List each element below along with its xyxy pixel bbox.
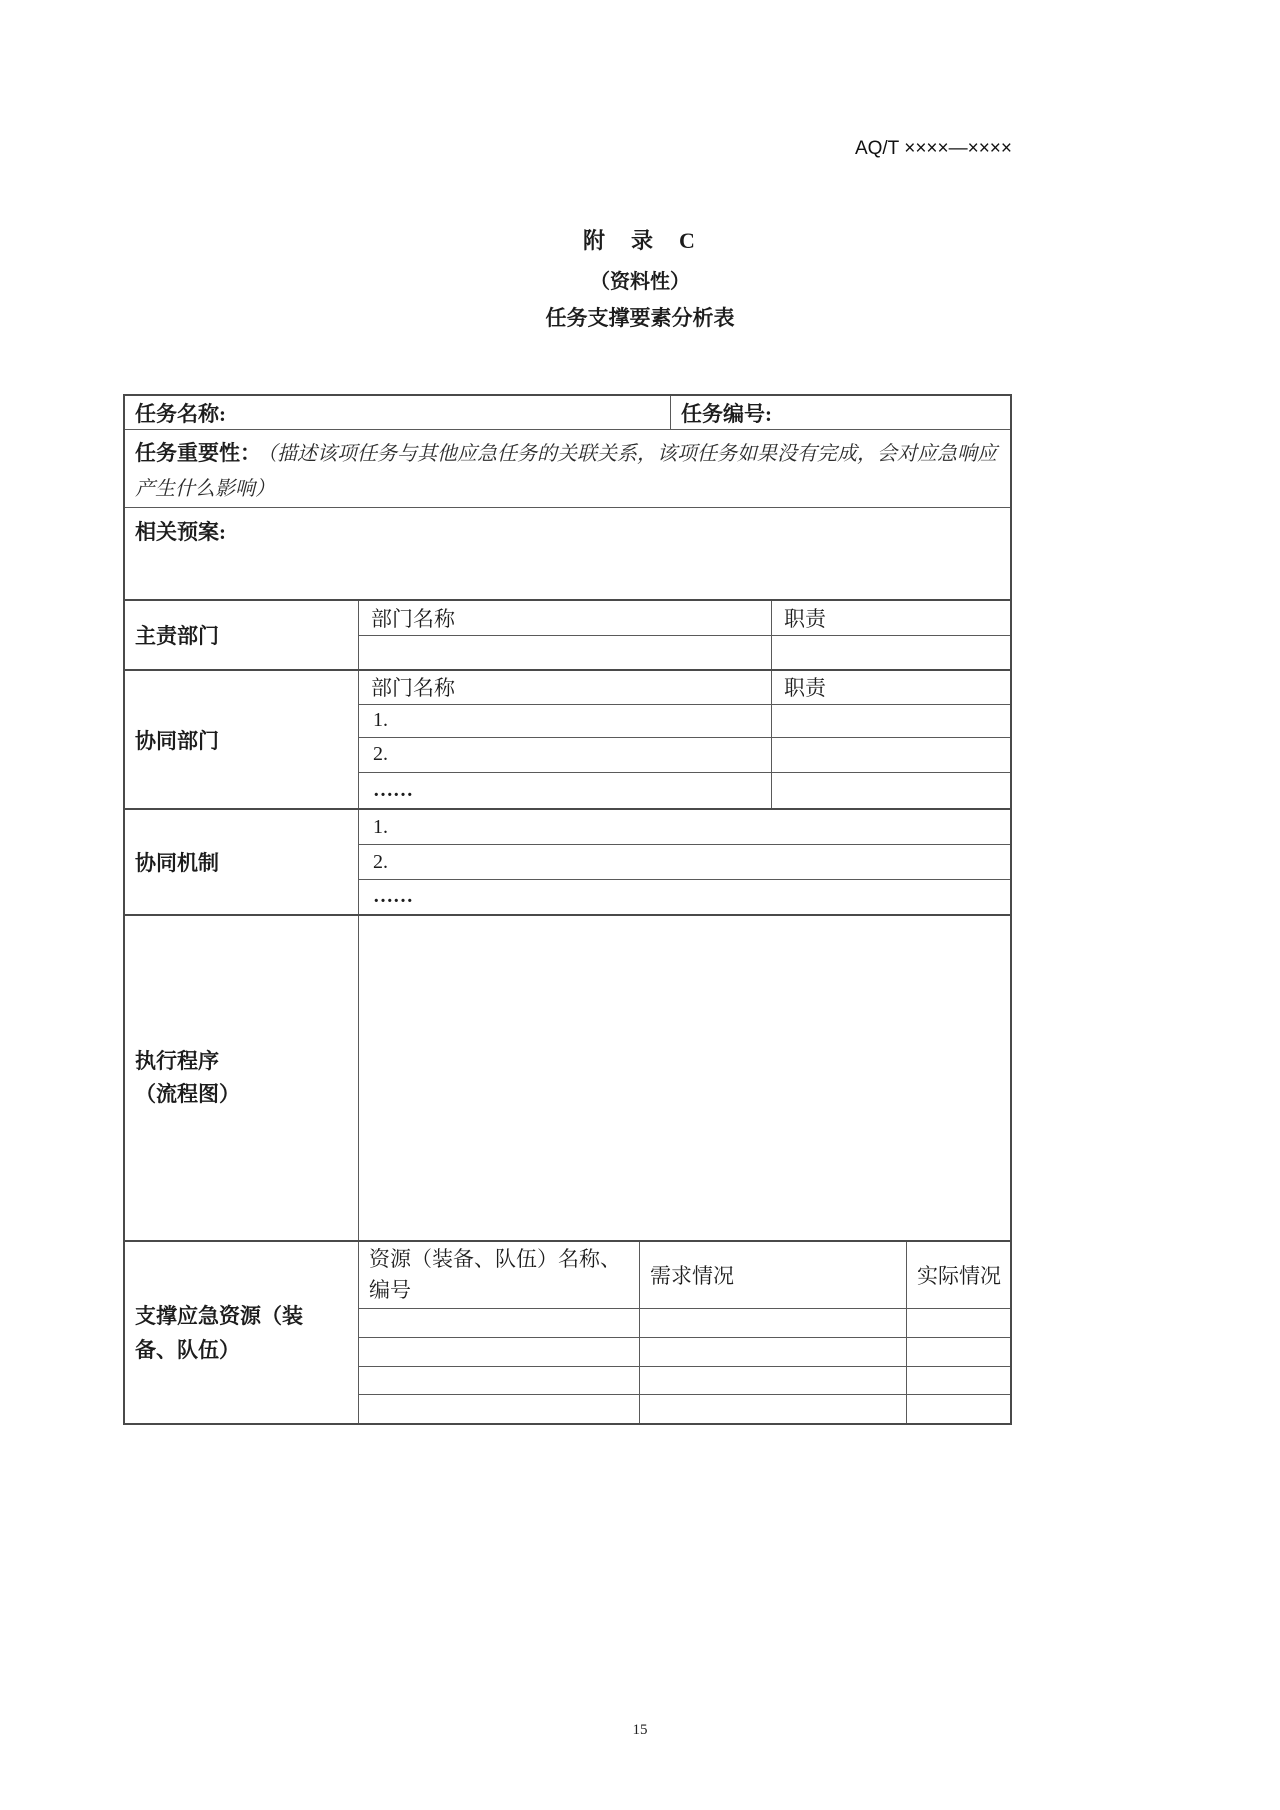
appendix-subtitle: （资料性） <box>590 271 690 293</box>
task-code-cell <box>671 396 1010 429</box>
mechanism-row <box>359 879 1010 914</box>
lead-department-label: 主责部门 <box>135 624 219 648</box>
lead-department-empty-row <box>359 635 1010 669</box>
resource-empty-row <box>359 1308 1010 1337</box>
coordination-mechanism-body <box>359 810 1010 914</box>
coordinating-department-row <box>359 772 1010 808</box>
actual-header-cell <box>907 1242 1010 1308</box>
empty-resource-cell <box>359 1367 640 1395</box>
task-name-label: 任务名称: <box>135 401 226 426</box>
related-plans-label: 相关预案: <box>135 520 226 544</box>
appendix-title: 附 录 C <box>583 228 697 253</box>
task-importance-label: 任务重要性： <box>135 441 261 465</box>
empty-duty-cell <box>772 773 1010 808</box>
row-number-cell <box>359 738 772 772</box>
standard-reference: AQ/T ××××—×××× <box>854 138 1012 159</box>
row-ellipsis: …… <box>373 778 413 801</box>
supporting-resources-body <box>359 1242 1010 1423</box>
task-code-label: 任务编号: <box>681 401 772 426</box>
demand-header-cell <box>640 1242 907 1308</box>
row-number: 2. <box>373 743 388 766</box>
empty-demand-cell <box>640 1367 907 1395</box>
empty-actual-cell <box>907 1309 1010 1337</box>
empty-demand-cell <box>640 1395 907 1423</box>
page-number: 15 <box>632 1722 648 1738</box>
row-ellipsis: …… <box>373 885 413 908</box>
supporting-resources-label: 支撑应急资源（装备、队伍） <box>135 1303 303 1362</box>
row-number: 1. <box>373 815 388 838</box>
dept-name-header: 部门名称 <box>371 606 455 631</box>
coordinating-departments-label: 协同部门 <box>135 728 219 753</box>
dept-name-header-cell <box>359 601 772 635</box>
resource-empty-row <box>359 1337 1010 1366</box>
dept-name-header: 部门名称 <box>371 676 455 701</box>
coordinating-departments-header-row <box>359 671 1010 704</box>
actual-header: 实际情况 <box>917 1264 1001 1289</box>
row-number-cell <box>359 773 772 808</box>
coordination-mechanism-label: 协同机制 <box>135 851 219 875</box>
task-importance-note: （描述该项任务与其他应急任务的关联关系，该项任务如果没有完成，会对应急响应产生什么影响） <box>135 443 997 500</box>
lead-department-label-cell <box>125 601 359 669</box>
execution-procedure-empty-area <box>359 916 1010 1240</box>
supporting-resources-label-cell <box>125 1242 359 1423</box>
resource-name-header-cell <box>359 1242 640 1308</box>
empty-resource-cell <box>359 1309 640 1337</box>
lead-department-header-row <box>359 601 1010 635</box>
coordinating-departments-body <box>359 671 1010 808</box>
empty-demand-cell <box>640 1338 907 1366</box>
section-coordination-mechanism <box>125 808 1010 914</box>
empty-actual-cell <box>907 1338 1010 1366</box>
title-block <box>0 224 1280 332</box>
coordinating-department-row <box>359 704 1010 738</box>
resource-empty-row <box>359 1366 1010 1395</box>
section-supporting-resources <box>125 1240 1010 1423</box>
empty-resource-cell <box>359 1395 640 1423</box>
demand-header: 需求情况 <box>650 1264 734 1289</box>
row-number: 2. <box>373 850 388 873</box>
mechanism-row <box>359 844 1010 878</box>
empty-actual-cell <box>907 1367 1010 1395</box>
duty-header-cell <box>772 601 1010 635</box>
coordination-mechanism-label-cell <box>125 810 359 914</box>
lead-department-body <box>359 601 1010 669</box>
coordinating-departments-label-cell <box>125 671 359 808</box>
row-related-plans <box>125 507 1010 599</box>
empty-duty-cell <box>772 738 1010 772</box>
resource-name-header: 资源（装备、队伍）名称、编号 <box>369 1247 621 1303</box>
dept-name-header-cell <box>359 671 772 704</box>
coordinating-department-row <box>359 737 1010 772</box>
row-task-name <box>125 396 1010 429</box>
empty-demand-cell <box>640 1309 907 1337</box>
duty-header: 职责 <box>784 676 826 701</box>
row-number: 1. <box>373 709 388 732</box>
empty-resource-cell <box>359 1338 640 1366</box>
execution-procedure-label-line1: 执行程序 <box>135 1049 219 1073</box>
empty-duty-cell <box>772 705 1010 738</box>
section-lead-department <box>125 599 1010 669</box>
execution-procedure-label-line2: （流程图） <box>135 1082 240 1106</box>
empty-duty-cell <box>772 636 1010 669</box>
row-number-cell <box>359 705 772 738</box>
resource-empty-row <box>359 1394 1010 1423</box>
duty-header-cell <box>772 671 1010 704</box>
duty-header: 职责 <box>784 606 826 631</box>
section-execution-procedure <box>125 914 1010 1240</box>
section-coordinating-departments <box>125 669 1010 808</box>
task-support-analysis-table <box>123 394 1012 1425</box>
form-table-title: 任务支撑要素分析表 <box>545 306 735 330</box>
mechanism-row <box>359 810 1010 844</box>
resources-header-row <box>359 1242 1010 1308</box>
empty-dept-name-cell <box>359 636 772 669</box>
execution-procedure-label-cell <box>125 916 359 1240</box>
row-task-importance <box>125 429 1010 507</box>
task-name-cell <box>125 396 671 429</box>
empty-actual-cell <box>907 1395 1010 1423</box>
